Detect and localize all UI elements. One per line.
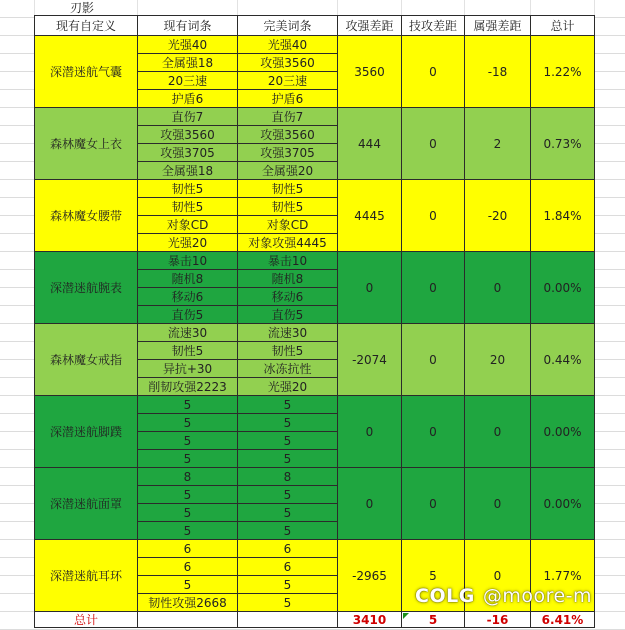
header-total[interactable]: 总计 bbox=[530, 15, 595, 36]
atk-gap-cell[interactable]: 0 bbox=[337, 395, 402, 468]
current-stat-cell[interactable]: 削韧攻强2223 bbox=[137, 377, 238, 396]
current-stat-cell[interactable]: 韧性5 bbox=[137, 179, 238, 198]
current-stat-cell[interactable]: 直伤5 bbox=[137, 305, 238, 324]
total-percent-cell[interactable]: 0.00% bbox=[530, 251, 595, 324]
perfect-stat-cell[interactable]: 韧性5 bbox=[237, 341, 338, 360]
header-current-stats[interactable]: 现有词条 bbox=[137, 15, 238, 36]
atk-gap-cell[interactable]: 444 bbox=[337, 107, 402, 180]
total-percent-cell[interactable]: 0.73% bbox=[530, 107, 595, 180]
skill-gap-cell[interactable]: 0 bbox=[401, 467, 465, 540]
perfect-stat-cell[interactable]: 直伤7 bbox=[237, 107, 338, 126]
perfect-stat-cell[interactable]: 冰冻抗性 bbox=[237, 359, 338, 378]
current-stat-cell[interactable]: 全属强18 bbox=[137, 161, 238, 180]
perfect-stat-cell[interactable]: 5 bbox=[237, 413, 338, 432]
current-stat-cell[interactable]: 8 bbox=[137, 467, 238, 486]
perfect-stat-cell[interactable]: 5 bbox=[237, 593, 338, 612]
perfect-stat-cell[interactable]: 护盾6 bbox=[237, 89, 338, 108]
current-stat-cell[interactable]: 光强20 bbox=[137, 233, 238, 252]
total-percent-cell[interactable]: 0.00% bbox=[530, 467, 595, 540]
elem-gap-cell[interactable]: 2 bbox=[464, 107, 531, 180]
total-percent-cell[interactable]: 0.44% bbox=[530, 323, 595, 396]
skill-gap-cell[interactable]: 5 bbox=[401, 539, 465, 612]
perfect-stat-cell[interactable]: 6 bbox=[237, 557, 338, 576]
skill-gap-cell[interactable]: 0 bbox=[401, 179, 465, 252]
current-stat-cell[interactable]: 5 bbox=[137, 521, 238, 540]
atk-gap-cell[interactable]: 4445 bbox=[337, 179, 402, 252]
current-stat-cell[interactable]: 护盾6 bbox=[137, 89, 238, 108]
current-stat-cell[interactable]: 异抗+30 bbox=[137, 359, 238, 378]
current-stat-cell[interactable]: 5 bbox=[137, 395, 238, 414]
totals-skill-gap-cell[interactable]: 5 bbox=[401, 611, 465, 628]
total-percent-cell[interactable]: 1.22% bbox=[530, 35, 595, 108]
gear-name-cell[interactable]: 森林魔女上衣 bbox=[34, 107, 138, 180]
skill-gap-cell[interactable]: 0 bbox=[401, 251, 465, 324]
current-stat-cell[interactable]: 5 bbox=[137, 575, 238, 594]
perfect-stat-cell[interactable]: 攻强3560 bbox=[237, 53, 338, 72]
elem-gap-cell[interactable]: 0 bbox=[464, 467, 531, 540]
totals-empty-perfect[interactable] bbox=[237, 611, 338, 628]
current-stat-cell[interactable]: 5 bbox=[137, 503, 238, 522]
perfect-stat-cell[interactable]: 流速30 bbox=[237, 323, 338, 342]
current-stat-cell[interactable]: 全属强18 bbox=[137, 53, 238, 72]
total-percent-cell[interactable]: 1.84% bbox=[530, 179, 595, 252]
elem-gap-cell[interactable]: 20 bbox=[464, 323, 531, 396]
skill-gap-cell[interactable]: 0 bbox=[401, 107, 465, 180]
sheet-title[interactable]: 刃影 bbox=[70, 1, 95, 15]
skill-gap-cell[interactable]: 0 bbox=[401, 395, 465, 468]
current-stat-cell[interactable]: 攻强3560 bbox=[137, 125, 238, 144]
current-stat-cell[interactable]: 攻强3705 bbox=[137, 143, 238, 162]
totals-atk-gap-cell[interactable]: 3410 bbox=[337, 611, 402, 628]
header-skill-gap[interactable]: 技攻差距 bbox=[401, 15, 465, 36]
perfect-stat-cell[interactable]: 攻强3705 bbox=[237, 143, 338, 162]
perfect-stat-cell[interactable]: 光强40 bbox=[237, 35, 338, 54]
perfect-stat-cell[interactable]: 韧性5 bbox=[237, 179, 338, 198]
current-stat-cell[interactable]: 暴击10 bbox=[137, 251, 238, 270]
totals-label-cell[interactable]: 总计 bbox=[34, 611, 138, 628]
perfect-stat-cell[interactable]: 攻强3560 bbox=[237, 125, 338, 144]
gear-name-cell[interactable]: 深潜迷航面罩 bbox=[34, 467, 138, 540]
perfect-stat-cell[interactable]: 对象攻强4445 bbox=[237, 233, 338, 252]
gear-name-cell[interactable]: 深潜迷航气囊 bbox=[34, 35, 138, 108]
current-stat-cell[interactable]: 直伤7 bbox=[137, 107, 238, 126]
perfect-stat-cell[interactable]: 全属强20 bbox=[237, 161, 338, 180]
perfect-stat-cell[interactable]: 光强20 bbox=[237, 377, 338, 396]
current-stat-cell[interactable]: 韧性攻强2668 bbox=[137, 593, 238, 612]
watermark bbox=[415, 583, 592, 609]
header-elem-gap[interactable]: 属强差距 bbox=[464, 15, 531, 36]
elem-gap-cell[interactable]: 0 bbox=[464, 539, 531, 612]
perfect-stat-cell[interactable]: 5 bbox=[237, 503, 338, 522]
atk-gap-cell[interactable]: 0 bbox=[337, 467, 402, 540]
current-stat-cell[interactable]: 5 bbox=[137, 449, 238, 468]
current-stat-cell[interactable]: 流速30 bbox=[137, 323, 238, 342]
perfect-stat-cell[interactable]: 8 bbox=[237, 467, 338, 486]
perfect-stat-cell[interactable]: 对象CD bbox=[237, 215, 338, 234]
current-stat-cell[interactable]: 5 bbox=[137, 431, 238, 450]
perfect-stat-cell[interactable]: 暴击10 bbox=[237, 251, 338, 270]
perfect-stat-cell[interactable]: 5 bbox=[237, 521, 338, 540]
perfect-stat-cell[interactable]: 20三速 bbox=[237, 71, 338, 90]
current-stat-cell[interactable]: 光强40 bbox=[137, 35, 238, 54]
header-atk-gap[interactable]: 攻强差距 bbox=[337, 15, 402, 36]
perfect-stat-cell[interactable]: 5 bbox=[237, 395, 338, 414]
totals-empty-current[interactable] bbox=[137, 611, 238, 628]
total-percent-cell[interactable]: 0.00% bbox=[530, 395, 595, 468]
atk-gap-cell[interactable]: -2965 bbox=[337, 539, 402, 612]
total-percent-cell[interactable]: 1.77% bbox=[530, 539, 595, 612]
perfect-stat-cell[interactable]: 5 bbox=[237, 431, 338, 450]
header-perfect-stats[interactable]: 完美词条 bbox=[237, 15, 338, 36]
header-custom[interactable]: 现有自定义 bbox=[34, 15, 138, 36]
current-stat-cell[interactable]: 韧性5 bbox=[137, 197, 238, 216]
atk-gap-cell[interactable]: 0 bbox=[337, 251, 402, 324]
elem-gap-cell[interactable]: -18 bbox=[464, 35, 531, 108]
current-stat-cell[interactable]: 随机8 bbox=[137, 269, 238, 288]
current-stat-cell[interactable]: 6 bbox=[137, 557, 238, 576]
watermark-handle: @moore-m bbox=[482, 585, 593, 607]
colg-logo: COLG bbox=[415, 585, 475, 607]
perfect-stat-cell[interactable]: 移动6 bbox=[237, 287, 338, 306]
perfect-stat-cell[interactable]: 6 bbox=[237, 539, 338, 558]
current-stat-cell[interactable]: 5 bbox=[137, 413, 238, 432]
current-stat-cell[interactable]: 韧性5 bbox=[137, 341, 238, 360]
perfect-stat-cell[interactable]: 5 bbox=[237, 449, 338, 468]
totals-percent-cell[interactable]: 6.41% bbox=[530, 611, 595, 628]
perfect-stat-cell[interactable]: 直伤5 bbox=[237, 305, 338, 324]
totals-elem-gap-cell[interactable]: -16 bbox=[464, 611, 531, 628]
formula-indicator-icon bbox=[403, 613, 409, 619]
current-stat-cell[interactable]: 6 bbox=[137, 539, 238, 558]
current-stat-cell[interactable]: 移动6 bbox=[137, 287, 238, 306]
atk-gap-cell[interactable]: -2074 bbox=[337, 323, 402, 396]
perfect-stat-cell[interactable]: 5 bbox=[237, 575, 338, 594]
gear-name-cell[interactable]: 深潜迷航脚蹼 bbox=[34, 395, 138, 468]
elem-gap-cell[interactable]: -20 bbox=[464, 179, 531, 252]
skill-gap-cell[interactable]: 0 bbox=[401, 323, 465, 396]
elem-gap-cell[interactable]: 0 bbox=[464, 251, 531, 324]
elem-gap-cell[interactable]: 0 bbox=[464, 395, 531, 468]
current-stat-cell[interactable]: 5 bbox=[137, 485, 238, 504]
current-stat-cell[interactable]: 20三速 bbox=[137, 71, 238, 90]
perfect-stat-cell[interactable]: 随机8 bbox=[237, 269, 338, 288]
gear-name-cell[interactable]: 深潜迷航腕表 bbox=[34, 251, 138, 324]
perfect-stat-cell[interactable]: 5 bbox=[237, 485, 338, 504]
current-stat-cell[interactable]: 对象CD bbox=[137, 215, 238, 234]
skill-gap-cell[interactable]: 0 bbox=[401, 35, 465, 108]
atk-gap-cell[interactable]: 3560 bbox=[337, 35, 402, 108]
gear-name-cell[interactable]: 森林魔女腰带 bbox=[34, 179, 138, 252]
gear-name-cell[interactable]: 深潜迷航耳环 bbox=[34, 539, 138, 612]
perfect-stat-cell[interactable]: 韧性5 bbox=[237, 197, 338, 216]
gear-name-cell[interactable]: 森林魔女戒指 bbox=[34, 323, 138, 396]
